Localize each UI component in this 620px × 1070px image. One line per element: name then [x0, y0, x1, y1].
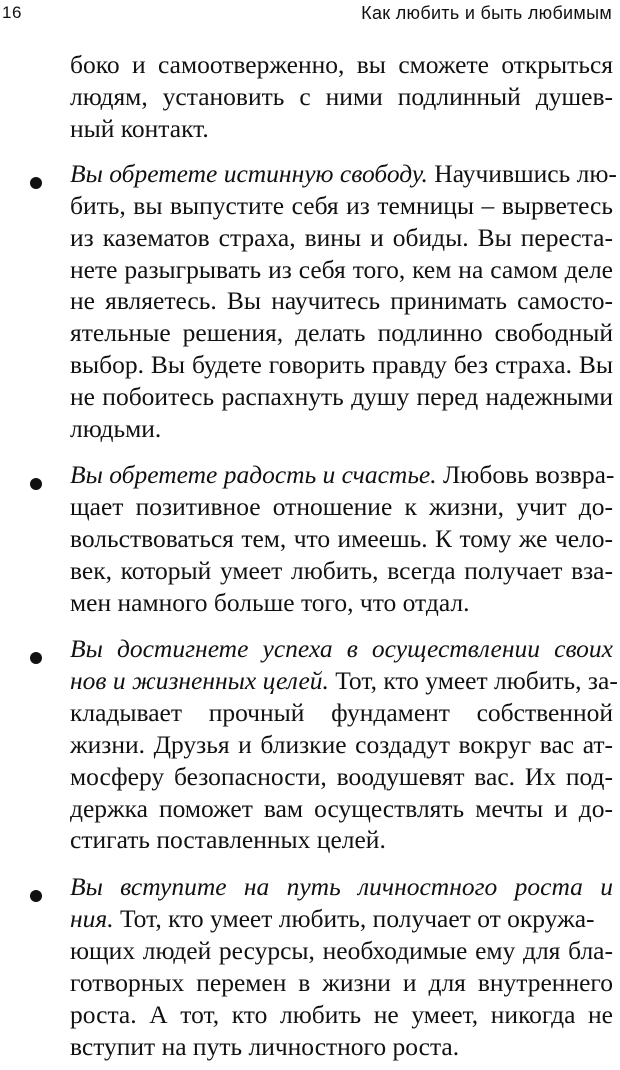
body-line: не побоитесь распахнуть душу перед надежными: [70, 382, 613, 412]
bullet-heading: нов и жизненных целей.: [70, 666, 329, 695]
body-line: вступит на путь личностного роста.: [70, 1032, 460, 1061]
bullet-text: Тот, кто умеет любить, за-: [328, 666, 618, 695]
body-line: щает позитивное отношение к жизни, учит до-: [70, 492, 613, 522]
bullet-text: Тот, кто умеет любить, получает от окружа-: [113, 904, 595, 933]
bullet-heading: ния.: [70, 904, 114, 933]
running-title: Как любить и быть любимым: [361, 3, 612, 23]
body-line: кладывает прочный фундамент собственной: [70, 698, 613, 728]
bullet-line: [70, 904, 595, 934]
body-line: век, который умеет любить, всегда получает вза-: [70, 556, 613, 586]
bullet-line: [70, 159, 617, 189]
page-header: [0, 0, 620, 28]
bullet-marker: [30, 177, 42, 189]
body-line: нете разыгрывать из себя того, кем на самом деле: [70, 255, 613, 285]
body-line: из казематов страха, вины и обиды. Вы переста-: [70, 223, 613, 252]
body-line: людьми.: [70, 414, 162, 444]
body-line: стигать поставленных целей.: [70, 825, 386, 855]
bullet-marker: [30, 890, 42, 902]
body-line: бить, вы выпустите себя из темницы – вырветесь: [70, 191, 613, 220]
body-line: держка поможет вам осуществлять мечты и до-: [70, 794, 613, 824]
bullet-heading: Вы обретете радость и счастье.: [70, 460, 437, 490]
body-line: мосферу безопасности, воодушевят вас. Их под-: [70, 762, 613, 792]
body-line: ющих людей ресурсы, необходимые ему для бла-: [70, 936, 613, 965]
bullet-text: Любовь возвра-: [436, 460, 615, 490]
body-line: роста. А тот, кто любить не умеет, никогда не: [70, 1000, 613, 1029]
bullet-line: [70, 460, 614, 490]
page-number: 16: [2, 3, 22, 22]
body-line: боко и самоотверженно, вы сможете открыться: [70, 50, 613, 79]
body-line: вольствоваться тем, что имеешь. К тому же чело-: [70, 524, 613, 554]
body-line: жизни. Друзья и близкие создадут вокруг вас ат-: [70, 730, 613, 760]
body-line: готворных перемен в жизни и для внутреннего: [70, 968, 613, 997]
bullet-heading: Вы достигнете успеха в осуществлении своих: [70, 634, 613, 663]
body-line: мен намного больше того, что отдал.: [70, 588, 470, 618]
body-line: людям, установить с ними подлинный душев-: [70, 82, 613, 111]
bullet-line: [70, 666, 618, 696]
body-line: выбор. Вы будете говорить правду без страха. Вы: [70, 350, 613, 380]
bullet-text: Научившись лю-: [427, 159, 617, 188]
bullet-heading: Вы вступите на путь личностного роста и: [70, 872, 613, 901]
bullet-marker: [30, 478, 42, 490]
bullet-marker: [30, 652, 42, 664]
body-line: ный контакт.: [70, 114, 209, 143]
body-line: не являетесь. Вы научитесь принимать самосто-: [70, 286, 613, 316]
body-line: ятельные решения, делать подлинно свободный: [70, 318, 613, 348]
bullet-heading: Вы обретете истинную свободу.: [70, 159, 428, 188]
